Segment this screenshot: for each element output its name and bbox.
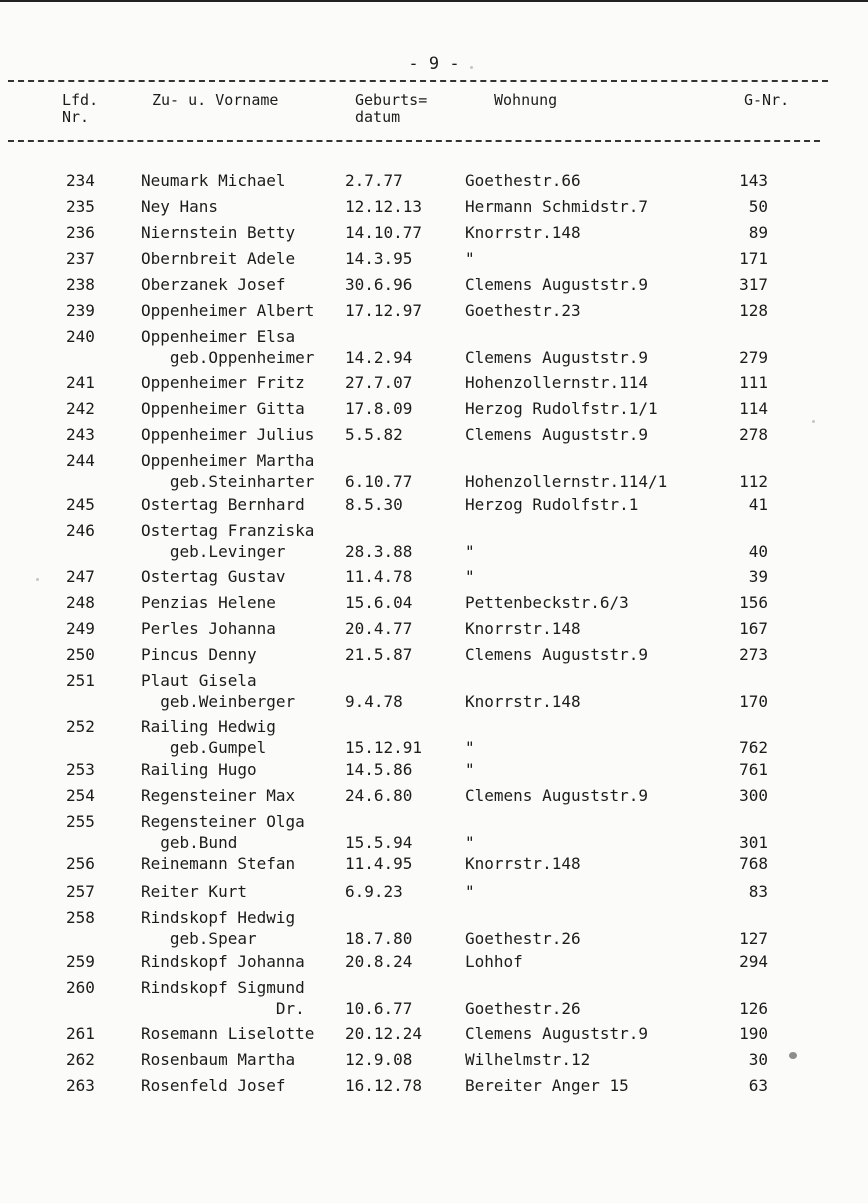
address: Hermann Schmidstr.7 — [465, 197, 649, 216]
row-number: 245 — [66, 495, 95, 514]
birth-date: 18.7.80 — [345, 929, 413, 948]
address: Knorrstr.148 — [465, 692, 581, 711]
g-number: 170 — [739, 692, 768, 711]
g-number: 30 — [748, 1050, 768, 1069]
person-name: Rindskopf Hedwig geb.Spear — [141, 908, 296, 948]
person-name: Oppenheimer Elsa geb.Oppenheimer — [141, 327, 315, 367]
person-name: Obernbreit Adele — [141, 249, 296, 268]
row-number: 242 — [66, 399, 95, 418]
person-name: Rosenbaum Martha — [141, 1050, 296, 1069]
row-number: 234 — [66, 171, 95, 190]
header-address: Wohnung — [494, 91, 558, 109]
row-number: 257 — [66, 882, 95, 901]
address: " — [465, 882, 475, 901]
birth-date: 6.10.77 — [345, 472, 413, 491]
g-number: 300 — [739, 786, 768, 805]
g-number: 190 — [739, 1024, 768, 1043]
row-number: 260 — [66, 978, 95, 997]
g-number: 39 — [748, 567, 768, 586]
person-name: Oppenheimer Julius — [141, 425, 315, 444]
g-number: 301 — [739, 833, 768, 852]
address: Wilhelmstr.12 — [465, 1050, 591, 1069]
person-name: Railing Hedwig geb.Gumpel — [141, 717, 276, 757]
person-name: Pincus Denny — [141, 645, 257, 664]
row-number: 252 — [66, 717, 95, 736]
header-name: Zu- u. Vorname — [152, 91, 279, 109]
row-number: 240 — [66, 327, 95, 346]
person-name: Reiter Kurt — [141, 882, 247, 901]
person-name: Railing Hugo — [141, 760, 257, 779]
header-date: Geburts= datum — [355, 91, 428, 126]
address: " — [465, 833, 475, 852]
address: Hohenzollernstr.114/1 — [465, 472, 668, 491]
row-number: 247 — [66, 567, 95, 586]
header-gnr: G-Nr. — [744, 91, 790, 109]
g-number: 126 — [739, 999, 768, 1018]
row-number: 241 — [66, 373, 95, 392]
birth-date: 12.9.08 — [345, 1050, 413, 1069]
row-number: 251 — [66, 671, 95, 690]
person-name: Plaut Gisela geb.Weinberger — [141, 671, 296, 711]
row-number: 259 — [66, 952, 95, 971]
row-number: 246 — [66, 521, 95, 540]
birth-date: 9.4.78 — [345, 692, 403, 711]
g-number: 63 — [748, 1076, 768, 1095]
person-name: Rosemann Liselotte — [141, 1024, 315, 1043]
birth-date: 20.4.77 — [345, 619, 413, 638]
birth-date: 6.9.23 — [345, 882, 403, 901]
g-number: 762 — [739, 738, 768, 757]
g-number: 128 — [739, 301, 768, 320]
birth-date: 17.12.97 — [345, 301, 423, 320]
row-number: 249 — [66, 619, 95, 638]
row-number: 262 — [66, 1050, 95, 1069]
g-number: 294 — [739, 952, 768, 971]
row-number: 263 — [66, 1076, 95, 1095]
birth-date: 27.7.07 — [345, 373, 413, 392]
address: " — [465, 738, 475, 757]
person-name: Ostertag Franziska geb.Levinger — [141, 521, 315, 561]
person-name: Ostertag Gustav — [141, 567, 286, 586]
address: " — [465, 567, 475, 586]
g-number: 143 — [739, 171, 768, 190]
person-name: Rindskopf Sigmund Dr. — [141, 978, 305, 1018]
birth-date: 28.3.88 — [345, 542, 413, 561]
birth-date: 14.5.86 — [345, 760, 413, 779]
birth-date: 14.3.95 — [345, 249, 413, 268]
ink-speck — [470, 66, 473, 69]
birth-date: 17.8.09 — [345, 399, 413, 418]
row-number: 250 — [66, 645, 95, 664]
address: " — [465, 760, 475, 779]
row-number: 248 — [66, 593, 95, 612]
person-name: Niernstein Betty — [141, 223, 296, 242]
birth-date: 16.12.78 — [345, 1076, 423, 1095]
birth-date: 30.6.96 — [345, 275, 413, 294]
g-number: 111 — [739, 373, 768, 392]
person-name: Perles Johanna — [141, 619, 276, 638]
person-name: Rosenfeld Josef — [141, 1076, 286, 1095]
address: Knorrstr.148 — [465, 854, 581, 873]
row-number: 235 — [66, 197, 95, 216]
g-number: 768 — [739, 854, 768, 873]
birth-date: 20.12.24 — [345, 1024, 423, 1043]
g-number: 89 — [748, 223, 768, 242]
person-name: Oppenheimer Albert — [141, 301, 315, 320]
header-top-divider — [8, 80, 828, 82]
address: Pettenbeckstr.6/3 — [465, 593, 629, 612]
person-name: Oppenheimer Martha geb.Steinharter — [141, 451, 315, 491]
address: Herzog Rudolfstr.1/1 — [465, 399, 658, 418]
ink-speck — [812, 420, 815, 423]
row-number: 237 — [66, 249, 95, 268]
g-number: 112 — [739, 472, 768, 491]
person-name: Penzias Helene — [141, 593, 276, 612]
address: Clemens Auguststr.9 — [465, 348, 649, 367]
address: Bereiter Anger 15 — [465, 1076, 629, 1095]
header-bottom-divider — [8, 140, 820, 142]
birth-date: 21.5.87 — [345, 645, 413, 664]
birth-date: 2.7.77 — [345, 171, 403, 190]
birth-date: 15.6.04 — [345, 593, 413, 612]
address: Herzog Rudolfstr.1 — [465, 495, 639, 514]
address: Clemens Auguststr.9 — [465, 425, 649, 444]
row-number: 254 — [66, 786, 95, 805]
address: Goethestr.66 — [465, 171, 581, 190]
g-number: 167 — [739, 619, 768, 638]
address: Hohenzollernstr.114 — [465, 373, 649, 392]
g-number: 273 — [739, 645, 768, 664]
birth-date: 14.10.77 — [345, 223, 423, 242]
address: Goethestr.26 — [465, 929, 581, 948]
person-name: Oberzanek Josef — [141, 275, 286, 294]
address: Knorrstr.148 — [465, 223, 581, 242]
g-number: 761 — [739, 760, 768, 779]
person-name: Regensteiner Olga geb.Bund — [141, 812, 305, 852]
person-name: Rindskopf Johanna — [141, 952, 305, 971]
person-name: Oppenheimer Fritz — [141, 373, 305, 392]
g-number: 50 — [748, 197, 768, 216]
birth-date: 14.2.94 — [345, 348, 413, 367]
g-number: 317 — [739, 275, 768, 294]
address: Lohhof — [465, 952, 523, 971]
birth-date: 15.12.91 — [345, 738, 423, 757]
address: " — [465, 542, 475, 561]
header-nr: Lfd. Nr. — [62, 91, 99, 126]
g-number: 41 — [748, 495, 768, 514]
ink-speck — [789, 1052, 797, 1059]
address: Clemens Auguststr.9 — [465, 645, 649, 664]
g-number: 127 — [739, 929, 768, 948]
g-number: 279 — [739, 348, 768, 367]
birth-date: 15.5.94 — [345, 833, 413, 852]
person-name: Ney Hans — [141, 197, 219, 216]
g-number: 40 — [748, 542, 768, 561]
birth-date: 24.6.80 — [345, 786, 413, 805]
address: Goethestr.23 — [465, 301, 581, 320]
row-number: 244 — [66, 451, 95, 470]
ink-speck — [36, 578, 39, 581]
birth-date: 20.8.24 — [345, 952, 413, 971]
address: " — [465, 249, 475, 268]
row-number: 256 — [66, 854, 95, 873]
address: Knorrstr.148 — [465, 619, 581, 638]
g-number: 156 — [739, 593, 768, 612]
person-name: Neumark Michael — [141, 171, 286, 190]
g-number: 171 — [739, 249, 768, 268]
row-number: 255 — [66, 812, 95, 831]
row-number: 239 — [66, 301, 95, 320]
birth-date: 12.12.13 — [345, 197, 423, 216]
address: Clemens Auguststr.9 — [465, 786, 649, 805]
person-name: Regensteiner Max — [141, 786, 296, 805]
g-number: 114 — [739, 399, 768, 418]
row-number: 253 — [66, 760, 95, 779]
page-number: - 9 - — [408, 54, 460, 74]
g-number: 278 — [739, 425, 768, 444]
person-name: Oppenheimer Gitta — [141, 399, 305, 418]
top-border — [0, 0, 868, 2]
birth-date: 11.4.78 — [345, 567, 413, 586]
address: Clemens Auguststr.9 — [465, 275, 649, 294]
address: Goethestr.26 — [465, 999, 581, 1018]
person-name: Reinemann Stefan — [141, 854, 296, 873]
birth-date: 10.6.77 — [345, 999, 413, 1018]
person-name: Ostertag Bernhard — [141, 495, 305, 514]
row-number: 238 — [66, 275, 95, 294]
row-number: 261 — [66, 1024, 95, 1043]
birth-date: 11.4.95 — [345, 854, 413, 873]
birth-date: 5.5.82 — [345, 425, 403, 444]
row-number: 258 — [66, 908, 95, 927]
row-number: 243 — [66, 425, 95, 444]
g-number: 83 — [748, 882, 768, 901]
row-number: 236 — [66, 223, 95, 242]
birth-date: 8.5.30 — [345, 495, 403, 514]
address: Clemens Auguststr.9 — [465, 1024, 649, 1043]
